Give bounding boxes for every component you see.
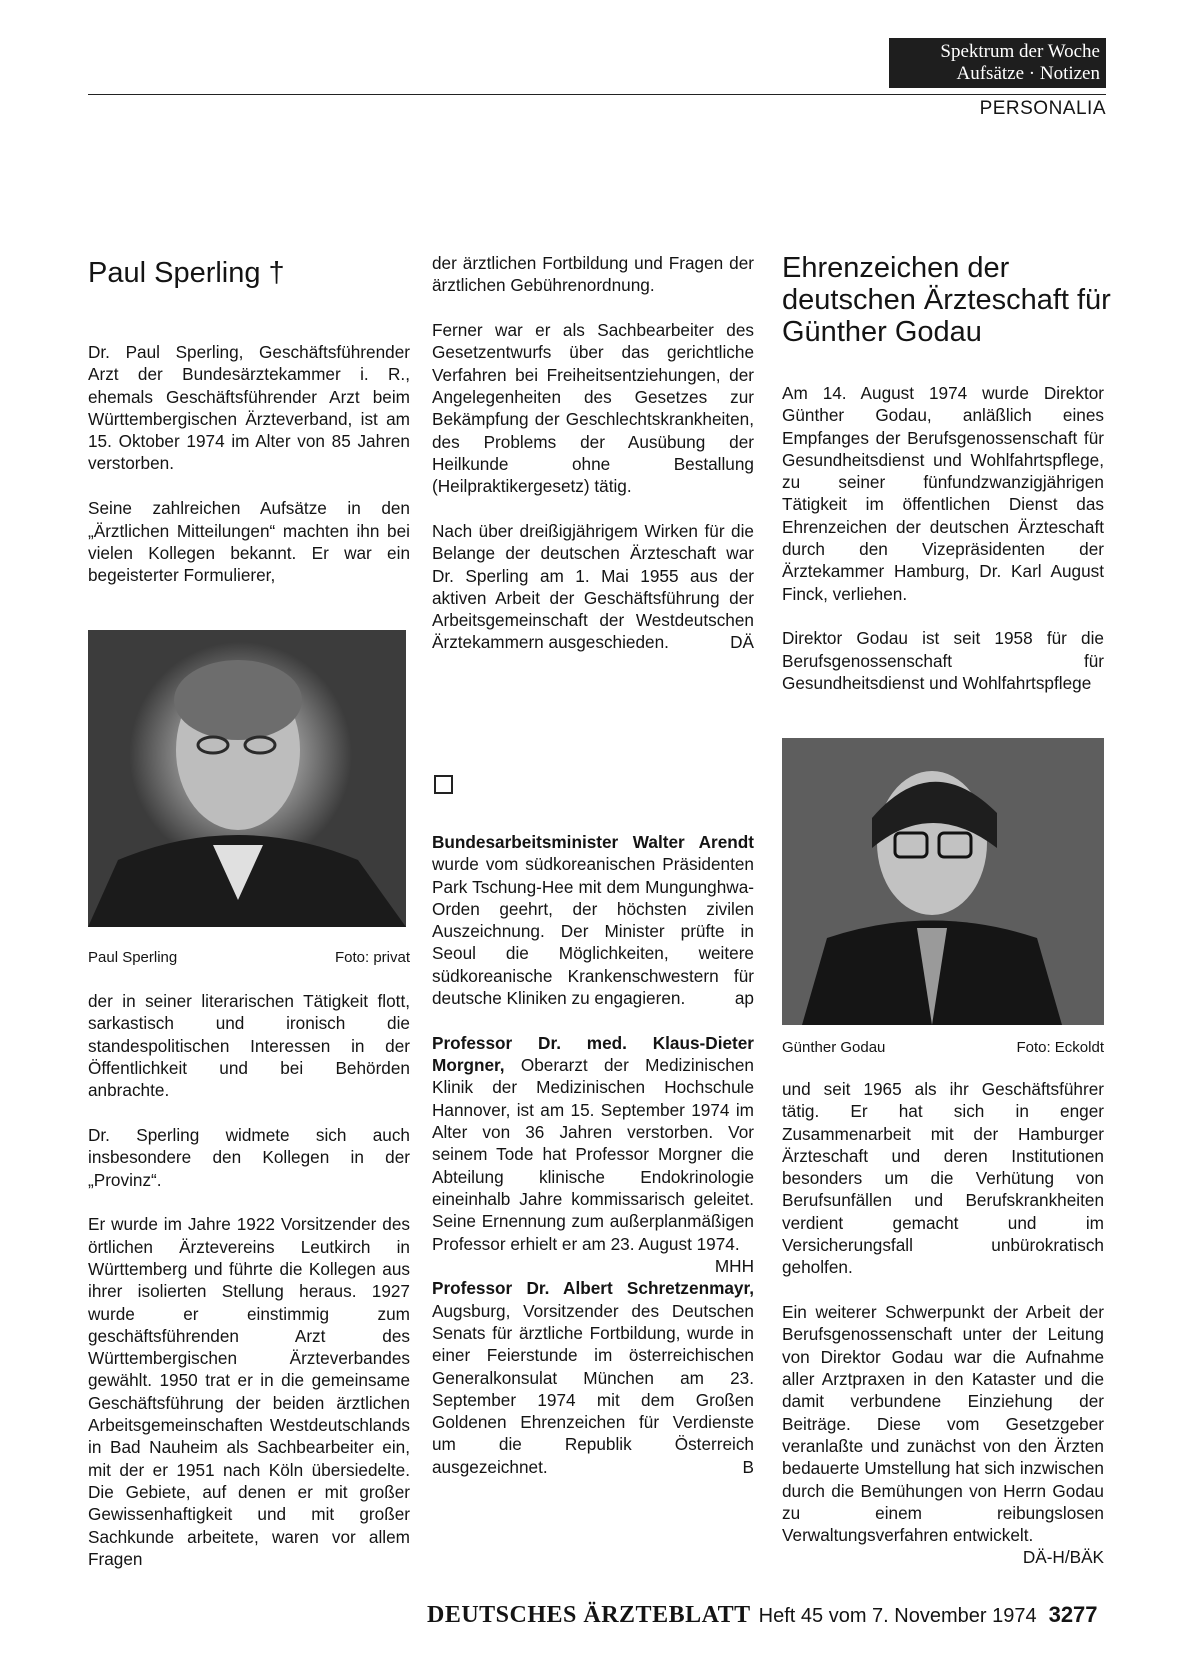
article-title-sperling: Paul Sperling † <box>88 257 285 289</box>
paragraph <box>432 520 754 654</box>
notice-text: wurde vom südkoreanischen Präsidenten Park Tschung-Hee mit dem Mungunghwa-Orden geehrt, der höchsten zivilen Auszeichnung. Der Minister prüfte in Seoul die Möglichkeiten, weitere südkoreanische Krankenschwestern für deutsche Kliniken zu engagieren. <box>432 854 754 1009</box>
notice-head: Professor Dr. Albert Schretzenmayr, <box>432 1278 754 1299</box>
header-rule <box>88 94 1106 95</box>
paragraph: Direktor Godau ist seit 1958 für die Berufsgenossenschaft für Gesundheitsdienst und Wohlfahrtspflege <box>782 628 1104 694</box>
notice-text: Augsburg, Vorsitzender des Deutschen Senats für ärztliche Fortbildung, wurde in einer Feierstunde im österreichischen Generalkonsulat München am 23. September 1974 mit dem Großen Goldenen Ehrenzeichen für Verdienste um die Republik Österreich ausgezeichnet. <box>432 1300 754 1477</box>
photo-paul-sperling <box>88 630 406 927</box>
signature: B <box>742 1456 754 1477</box>
paragraph-text: Nach über dreißigjährigem Wirken für die Belange der deutschen Ärzteschaft war Dr. Sperling am 1. Mai 1955 aus der aktiven Arbeit der Geschäftsführung der Arbeitsgemeinschaft der Westdeutschen Ärztekammern ausgeschieden. <box>432 520 754 653</box>
paragraph <box>782 1301 1104 1568</box>
caption-credit: Foto: privat <box>334 949 410 966</box>
paragraph: Am 14. August 1974 wurde Direktor Günther Godau, anläßlich eines Empfanges der Berufsgenossenschaft für Gesundheitsdienst und Wohlfahrtspflege, zu seiner fünfundzwanzigjährigen Tätigkeit im öffentlichen Dienst das Ehrenzeichen der deutschen Ärzteschaft durch den Vizepräsidenten der Ärztekammer Hamburg, Dr. Karl August Finck, verliehen. <box>782 383 1104 604</box>
caption-name: Paul Sperling <box>88 949 178 966</box>
paragraph: Ferner war er als Sachbearbeiter des Gesetzentwurfs über das gerichtliche Verfahren bei Freiheitsentziehungen, der Angelegenheiten des Gesetzes zur Bekämpfung der Geschlechtskrankheiten, des Problems der Ausübung der Heilkunde ohne Bestallung (Heilpraktikergesetz) tätig. <box>432 320 754 497</box>
signature: DÄ-H/BÄK <box>1022 1547 1104 1568</box>
caption-name: Günther Godau <box>782 1039 886 1056</box>
column-2-notices <box>432 831 754 1478</box>
column-1-bottom <box>88 990 410 1570</box>
column-3-bottom <box>782 1078 1104 1569</box>
column-3-top <box>782 382 1104 694</box>
paragraph: der in seiner literarischen Tätigkeit flott, sarkastisch und ironisch die standespolitischen Interessen in der Öffentlichkeit und bei Behörden anbrachte. <box>88 991 410 1101</box>
masthead: DEUTSCHES ÄRZTEBLATT <box>427 1602 751 1628</box>
column-1-top <box>88 341 410 586</box>
notice-head: Professor Dr. med. Klaus-Dieter Morgner, <box>432 1032 754 1076</box>
photo-guenther-godau <box>782 738 1104 1025</box>
photo-caption-sperling <box>88 949 410 967</box>
notice-morgner <box>432 1032 754 1276</box>
column-2-top <box>432 252 754 654</box>
paragraph: Dr. Paul Sperling, Geschäftsführender Arzt der Bundesärztekammer i. R., ehemals Geschäftsführender Arzt beim Württembergischen Ärzteverband, ist am 15. Oktober 1974 im Alter von 85 Jahren verstorben. <box>88 342 410 474</box>
section-label: PERSONALIA <box>979 98 1106 119</box>
notice-text: Oberarzt der Medizinischen Klinik der Medizinischen Hochschule Hannover, ist am 15. September 1974 im Alter von 36 Jahren verstorben. Vor seinem Tode hat Professor Morgner die Abteilung klinische Endokrinologie eineinhalb Jahre kommissarisch geleitet. Seine Ernennung zum außerplanmäßigen Professor erhielt er am 23. August 1974. <box>432 1055 754 1254</box>
notice-head: Bundesarbeitsminister Walter Arendt <box>432 832 754 852</box>
page-number: 3277 <box>1048 1602 1098 1627</box>
paragraph: der ärztlichen Fortbildung und Fragen der ärztlichen Gebührenordnung. <box>432 253 754 296</box>
notice-arendt <box>432 831 754 1009</box>
notice-schretzenmayr <box>432 1277 754 1478</box>
paragraph: Seine zahlreichen Aufsätze in den „Ärztlichen Mitteilungen“ machten ihn bei vielen Kollegen bekannt. Er war ein begeisterter Formulierer, <box>88 498 410 586</box>
page-footer <box>427 1602 1098 1629</box>
photo-caption-godau <box>782 1039 1104 1057</box>
section-kicker <box>889 38 1106 88</box>
paragraph: und seit 1965 als ihr Geschäftsführer tätig. Er hat sich in enger Zusammenarbeit mit der Hamburger Ärzteschaft und deren Institutionen besonders um die Verhütung von Berufsunfällen und Berufskrankheiten verdient gemacht und im Versicherungsfall unbürokratisch geholfen. <box>782 1079 1104 1278</box>
paragraph: Er wurde im Jahre 1922 Vorsitzender des örtlichen Ärztevereins Leutkirch in Württemberg und führte die Kollegen aus ihrer isolierten Stellung heraus. 1927 wurde er einstimmig zum geschäftsführenden Arzt des Württembergischen Ärzteverbandes gewählt. 1950 trat er in die gemeinsame Geschäftsführung der beiden ärztlichen Arbeitsgemeinschaften Westdeutschlands in Bad Nauheim als Sachbearbeiter ein, mit der er 1951 nach Köln übersiedelte. Die Gebiete, auf denen er mit großer Gewissenhaftigkeit und mit großer Sachkunde arbeitete, waren vor allem Fragen <box>88 1214 410 1569</box>
kicker-line-1: Spektrum der Woche <box>940 41 1100 62</box>
article-title-godau: Ehrenzeichen der deutschen Ärzteschaft für Günther Godau <box>782 252 1111 348</box>
separator-box-icon <box>434 775 453 794</box>
caption-credit: Foto: Eckoldt <box>1016 1039 1104 1056</box>
paragraph: Dr. Sperling widmete sich auch insbesondere den Kollegen in der „Provinz“. <box>88 1124 410 1190</box>
issue-info: Heft 45 vom 7. November 1974 <box>758 1605 1037 1627</box>
signature: DÄ <box>730 632 754 653</box>
signature: ap <box>734 988 754 1009</box>
kicker-line-2: Aufsätze · Notizen <box>956 63 1100 84</box>
signature: MHH <box>714 1255 754 1276</box>
paragraph-text: Ein weiterer Schwerpunkt der Arbeit der Berufsgenossenschaft unter der Leitung von Direktor Godau war die Aufnahme aller Arztpraxen in den Kataster und die damit verbundene Einziehung der Beiträge. Diese vom Gesetzgeber veranlaßte und zunächst von den Ärzten bedauerte Umstellung hat sich inzwischen durch die Bemühungen von Herrn Godau zu einem reibungslosen Verwaltungsverfahren entwickelt. <box>782 1302 1104 1546</box>
